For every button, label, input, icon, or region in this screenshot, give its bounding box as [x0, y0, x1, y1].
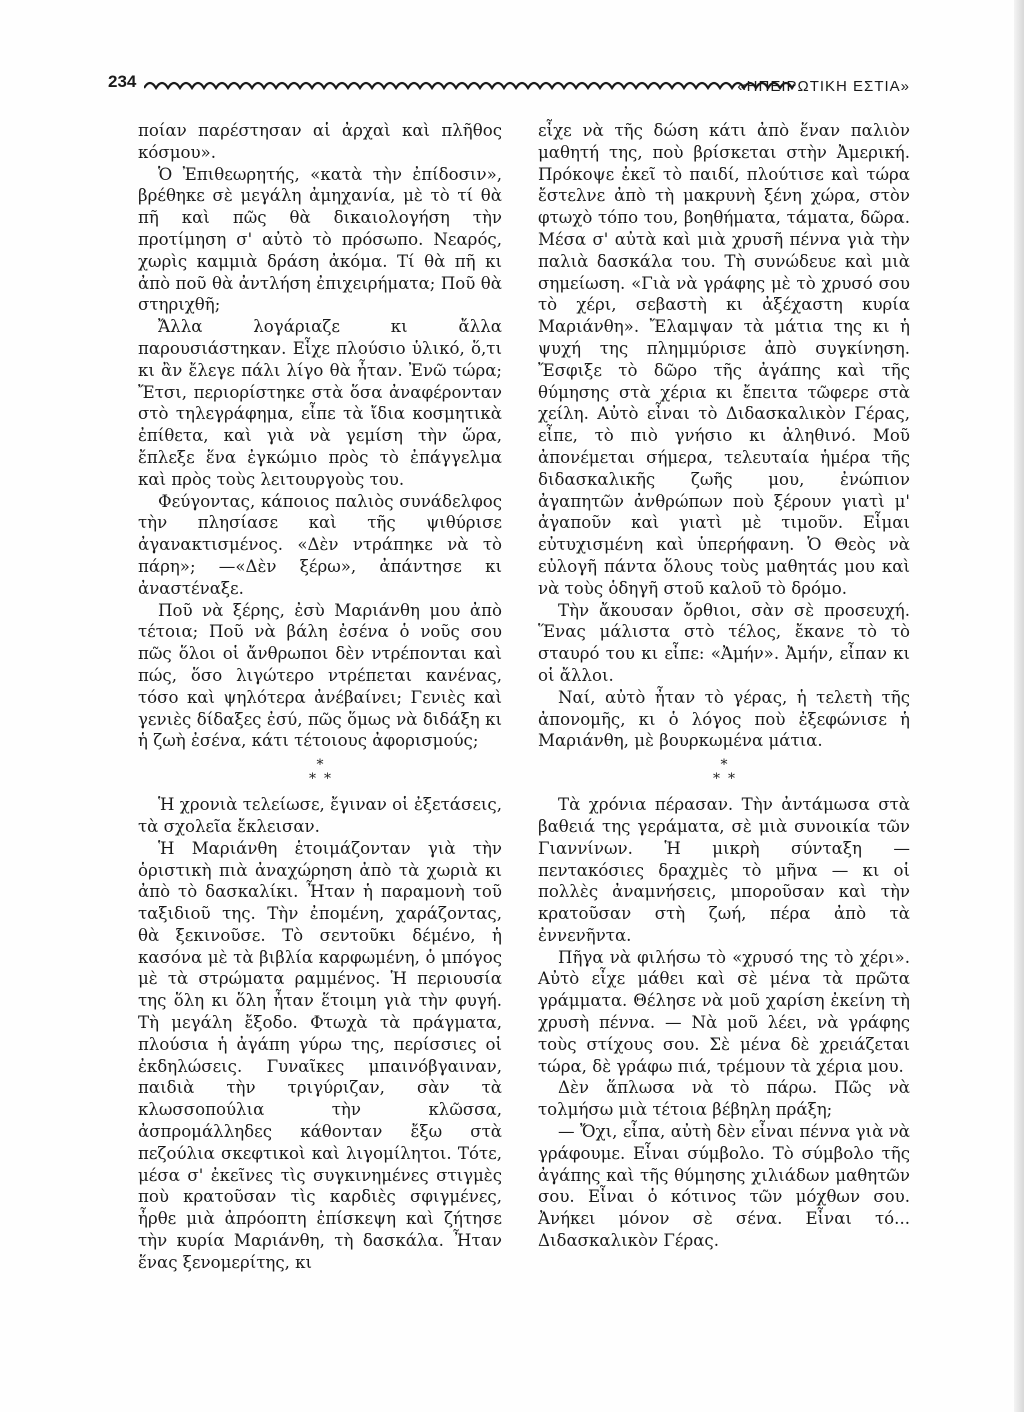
paragraph: Τὴν ἄκουσαν ὄρθιοι, σὰν σὲ προσευχή. Ἕνας μάλιστα στὸ τέλος, ἔκανε τὸ τὸ σταυρό του κι εἶπε: «Ἀμήν». Ἀμήν, εἶπαν κι οἱ ἄλλοι. [538, 600, 910, 685]
paragraph: Ναί, αὐτὸ ἦταν τὸ γέρας, ἡ τελετὴ τῆς ἀπονομῆς, κι ὁ λόγος ποὺ ἐξεφώνισε ἡ Μαριάνθη, μὲ βουρκωμένα μάτια. [538, 687, 910, 751]
paragraph: Τὰ χρόνια πέρασαν. Τὴν ἀντάμωσα στὰ βαθειά της γεράματα, σὲ μιὰ συνοικία τῶν Γιαννίνων. Ἡ μικρὴ σύνταξη — πεντακόσιες δραχμὲς τὸ μῆνα — κι οἱ πολλὲς ἀναμνήσεις, μποροῦσαν καὶ τὴν κρατοῦσαν στὴ ζωή, πέρα ἀπὸ τὰ ἐννενῆντα. [538, 795, 910, 945]
left-column [138, 120, 502, 1274]
paragraph: Ἡ χρονιὰ τελείωσε, ἔγιναν οἱ ἐξετάσεις, τὰ σχολεῖα ἔκλεισαν. [138, 795, 502, 836]
section-separator [138, 758, 502, 786]
page-header [108, 70, 916, 104]
paragraph: εἶχε νὰ τῆς δώση κάτι ἀπὸ ἕναν παλιὸν μαθητή της, ποὺ βρίσκεται στὴν Ἀμερική. Πρόκοψε ἐκεῖ τὸ παιδί, πλούτισε καὶ τώρα ἔστελνε ἀπὸ τὴ μακρυνὴ ξένη χώρα, στὸν φτωχὸ τόπο του, βοηθήματα, τάματα, δῶρα. Μέσα σ' αὐτὰ καὶ μιὰ χρυσῆ πέννα γιὰ τὴν παλιὰ δασκάλα του. Τὴ συνώδευε καὶ μιὰ σημείωση. «Γιὰ νὰ γράφης μὲ τὸ χρυσό σου τὸ χέρι, σεβαστὴ κι ἀξέχαστη κυρία Μαριάνθη». Ἔλαμψαν τὰ μάτια της κι ἡ ψυχή της πλημμύρισε ἀπὸ συγκίνηση. Ἔσφιξε τὸ δῶρο τῆς ἀγάπης καὶ τῆς θύμησης στὰ χέρια κι ἔπειτα τῶφερε στὰ χείλη. Αὐτὸ εἶναι τὸ Διδασκαλικὸν Γέρας, εἶπε, τὸ πιὸ γνήσιο κι ἀληθινό. Μοῦ ἀπονέμεται σήμερα, τελευταία ἡμέρα τῆς διδασκαλικῆς ζωῆς μου, ἐνώπιον ἀγαπητῶν ἀνθρώπων ποὺ ξέρουν γιατὶ μ' ἀγαποῦν καὶ γιατὶ μὲ τιμοῦν. Εἶμαι εὐτυχισμένη καὶ ὑπερήφανη. Ὁ Θεὸς νὰ εὐλογῆ πάντα ὅλους τοὺς μαθητάς μου καὶ νὰ τοὺς ὁδηγῆ στοῦ καλοῦ τὸ δρόμο. [538, 121, 910, 598]
separator-star: * [720, 757, 728, 774]
paragraph: Δὲν ἅπλωσα νὰ τὸ πάρω. Πῶς νὰ τολμήσω μιὰ τέτοια βέβηλη πράξη; [538, 1078, 910, 1120]
wavy-rule-ornament [144, 74, 794, 96]
paragraph: ποίαν παρέστησαν αἱ ἀρχαὶ καὶ πλῆθος κόσμου». [138, 121, 502, 162]
journal-title: «ΗΠΕΙΡΩΤΙΚΗ ΕΣΤΙΑ» [737, 78, 910, 95]
paragraph: — Ὄχι, εἶπα, αὐτὴ δὲν εἶναι πέννα γιὰ νὰ γράφουμε. Εἶναι σύμβολο. Τὸ σύμβολο τῆς ἀγάπης καὶ τῆς θύμησης χιλιάδων μαθητῶν σου. Εἶναι ὁ κότινος τῶν μόχθων σου. Ἀνήκει μόνον σὲ σένα. Εἶναι τό... Διδασκαλικὸν Γέρας. [538, 1122, 910, 1251]
paragraph: Φεύγοντας, κάποιος παλιὸς συνάδελφος τὴν πλησίασε καὶ τῆς ψιθύρισε ἀγανακτισμένος. «Δὲν ντράπηκε νὰ τὸ πάρη»; —«Δὲν ξέρω», ἀπάντησε κι ἀναστέναξε. [138, 491, 502, 598]
separator-star: * [316, 757, 324, 774]
paragraph: Ποῦ νὰ ξέρης, ἐσὺ Μαριάνθη μου ἀπὸ τέτοια; Ποῦ νὰ βάλη ἐσένα ὁ νοῦς σου πῶς ὅλοι οἱ ἄνθρωποι δὲν ντρέπονται καὶ πώς, ὅσο λιγώτερο ντρέπεται κανένας, τόσο καὶ ψηλότερα ἀνέβαίνει; Γενιὲς καὶ γενιὲς δίδαξες ἐσύ, πῶς ὅμως νὰ διδάξη κι ἡ ζωὴ ἐσένα, κάτι τέτοιους ἀφορισμούς; [138, 600, 502, 751]
page-number: 234 [108, 72, 137, 91]
paragraph: Ὁ Ἐπιθεωρητής, «κατὰ τὴν ἐπίδοσιν», βρέθηκε σὲ μεγάλη ἀμηχανία, μὲ τὸ τί θὰ πῆ καὶ πῶς θὰ δικαιολογήση τὴν προτίμηση σ' αὐτὸ τὸ πρόσωπο. Νεαρός, χωρὶς καμμιὰ δράση ἀκόμα. Τί θὰ πῆ κι ἀπὸ ποῦ θὰ ἀντλήση ἐπιχειρήματα; Ποῦ θὰ στηριχθῆ; [138, 164, 502, 315]
paragraph: Ἡ Μαριάνθη ἑτοιμάζονταν γιὰ τὴν ὁριστικὴ πιὰ ἀναχώρηση ἀπὸ τὰ χωριὰ κι ἀπὸ τὸ δασκαλίκι. Ἦταν ἡ παραμονὴ τοῦ ταξιδιοῦ της. Τὴν ἐπομένη, χαράζοντας, θὰ ξεκινοῦσε. Τὸ σεντοῦκι δέμένο, ἡ κασόνα μὲ τὰ βιβλία καρφωμένη, ὁ μπόγος μὲ τὰ στρώματα ραμμένος. Ἡ περιουσία της ὅλη κι ὅλη ἦταν ἕτοιμη γιὰ τὴν φυγή. Τὴ μεγάλη ἔξοδο. Φτωχὰ τὰ πράγματα, πλούσια ἡ ἀγάπη γύρω της, περίσσιες οἱ ἐκδηλώσεις. Γυναῖκες μπαινόβγαιναν, παιδιὰ τὴν τριγύριζαν, σὰν τὰ κλωσσοπούλια τὴν κλῶσσα, ἀσπρομάλληδες κάθονταν ἔξω στὰ πεζούλια σκεφτικοὶ καὶ λιγομίλητοι. Τότε, μέσα σ' ἐκεῖνες τὶς συγκινημένες στιγμὲς ποὺ κρατοῦσαν τὶς καρδιὲς σφιγμένες, ἦρθε μιὰ ἀπρόοπτη ἐπίσκεψη καὶ ζήτησε τὴν κυρία Μαριάνθη, τὴ δασκάλα. Ἦταν ἕνας ξενομερίτης, κι [138, 838, 502, 1272]
separator-stars-row: ** [713, 771, 743, 788]
page-edge-shadow [1014, 0, 1024, 1412]
paragraph: Ἄλλα λογάριαζε κι ἄλλα παρουσιάστηκαν. Εἶχε πλούσιο ὑλικό, ὅ,τι κι ἂν ἔλεγε πάλι λίγο θὰ ἦταν. Ἐνῶ τώρα; Ἔτσι, περιορίστηκε στὰ ὅσα ἀναφέρονταν στὸ τηλεγράφημα, εἶπε τὰ ἴδια κοσμητικὰ ἐπίθετα, καὶ γιὰ νὰ γεμίση τὴν ὥρα, ἔπλεξε ἕνα ἐγκώμιο πρὸς τὸ ἐπάγγελμα καὶ πρὸς τοὺς λειτουργοὺς του. [138, 317, 502, 489]
paragraph: Πῆγα νὰ φιλήσω τὸ «χρυσό της τὸ χέρι». Αὐτὸ εἶχε μάθει καὶ σὲ μένα τὰ πρῶτα γράμματα. Θέλησε νὰ μοῦ χαρίση ἐκείνη τὴ χρυσὴ πέννα. — Νὰ μοῦ λέει, νὰ γράφης τοὺς στίχους σου. Σὲ μένα δὲ χρειάζεται τώρα, δὲ γράφω πιά, τρέμουν τὰ χέρια μου. [538, 947, 910, 1076]
right-column [538, 120, 910, 1252]
section-separator [538, 758, 910, 786]
separator-stars-row: ** [309, 771, 339, 788]
